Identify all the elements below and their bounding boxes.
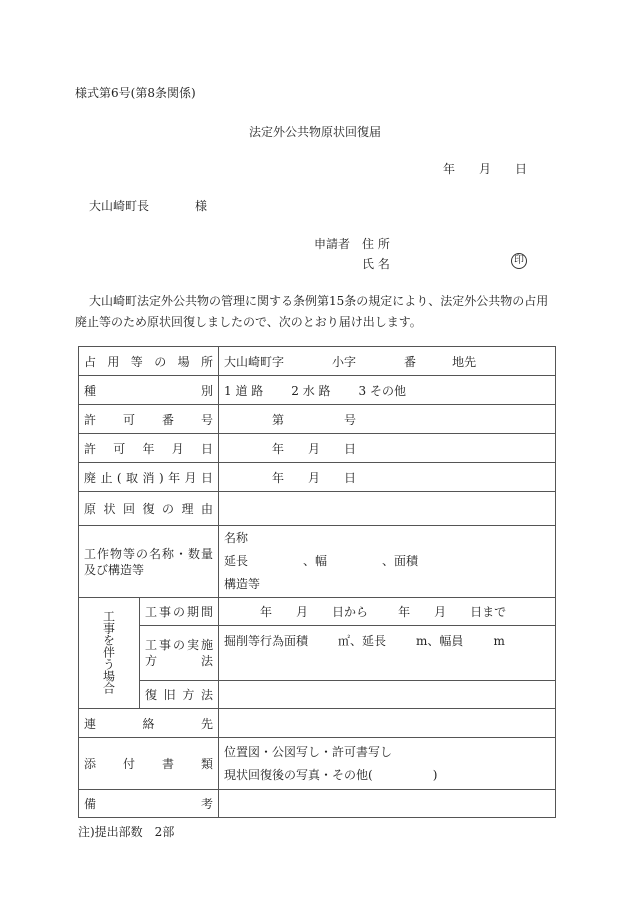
contact-value[interactable] <box>219 709 556 738</box>
row-permit-date <box>79 434 556 463</box>
row-reason <box>79 492 556 526</box>
form-table <box>78 346 556 818</box>
location-label: 占用等の場所 <box>79 347 219 376</box>
contact-label: 連絡先 <box>79 709 219 738</box>
period-label: 工事の期間 <box>140 598 219 626</box>
structure-label: 工作物等の名称・数量 及び構造等 <box>79 526 219 598</box>
address-label: 住 所 <box>362 237 390 251</box>
row-contact <box>79 709 556 738</box>
permit-no-value[interactable]: 第 号 <box>219 405 556 434</box>
permit-no-label: 許可番号 <box>79 405 219 434</box>
row-location <box>79 347 556 376</box>
addressee <box>89 197 207 214</box>
type-label: 種別 <box>79 376 219 405</box>
row-attachments <box>79 738 556 790</box>
permit-date-label: 許可年月日 <box>79 434 219 463</box>
method-label: 工事の実施 方法 <box>140 626 219 681</box>
name-label: 氏 名 <box>362 257 390 271</box>
reason-value[interactable] <box>219 492 556 526</box>
row-abolish-date <box>79 463 556 492</box>
row-restore-method <box>79 681 556 709</box>
document-title: 法定外公共物原状回復届 <box>248 125 381 139</box>
honorific: 様 <box>195 199 208 213</box>
permit-date-value[interactable]: 年 月 日 <box>219 434 556 463</box>
body-text: 大山崎町法定外公共物の管理に関する条例第15条の規定により、法定外公共物の占用廃止等のため原状回復しましたので、次のとおり届け出します。 <box>75 294 549 329</box>
row-permit-no <box>79 405 556 434</box>
attachments-label: 添付書類 <box>79 738 219 790</box>
date-month: 月 <box>479 162 492 176</box>
seal-icon: 印 <box>511 253 527 269</box>
abolish-date-label: 廃止(取消)年月日 <box>79 463 219 492</box>
attachments-value[interactable]: 位置図・公図写し・許可書写し 現状回復後の写真・その他( ) <box>219 738 556 790</box>
restore-label: 復旧方法 <box>140 681 219 709</box>
form-number: 様式第6号(第8条関係) <box>75 86 196 100</box>
applicant-address <box>314 235 390 252</box>
reason-label: 原状回復の理由 <box>79 492 219 526</box>
method-value[interactable]: 掘削等行為面積 ㎡、延長 m、幅員 m <box>219 626 556 681</box>
type-value[interactable]: 1 道 路 2 水 路 3 その他 <box>219 376 556 405</box>
location-value[interactable]: 大山崎町字 小字 番 地先 <box>219 347 556 376</box>
date-day: 日 <box>515 162 528 176</box>
abolish-date-value[interactable]: 年 月 日 <box>219 463 556 492</box>
row-construction-period <box>79 598 556 626</box>
period-value[interactable]: 年 月 日から 年 月 日まで <box>219 598 556 626</box>
submission-date <box>443 160 527 177</box>
row-structure <box>79 526 556 598</box>
date-year: 年 <box>443 162 456 176</box>
restore-value[interactable] <box>219 681 556 709</box>
structure-value[interactable]: 名称 延長 、幅 、面積 構造等 <box>219 526 556 598</box>
submission-note: 注)提出部数 2部 <box>78 825 175 839</box>
remarks-value[interactable] <box>219 790 556 818</box>
remarks-label: 備考 <box>79 790 219 818</box>
row-construction-method <box>79 626 556 681</box>
row-type <box>79 376 556 405</box>
applicant-name <box>362 255 390 272</box>
row-remarks <box>79 790 556 818</box>
construction-group-label: 工事を伴う場合 <box>79 598 140 709</box>
applicant-label: 申請者 <box>314 237 351 251</box>
addressee-name: 大山崎町長 <box>89 199 150 213</box>
